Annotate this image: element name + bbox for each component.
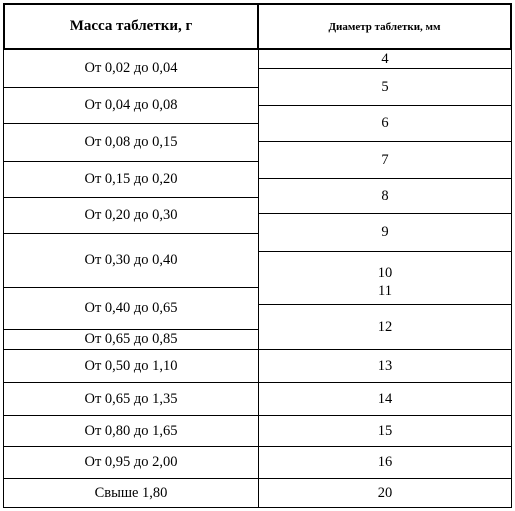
diameter-cell: 16 [377,454,393,470]
header-mass: Масса таблетки, г [69,18,193,34]
mass-cell: От 0,20 до 0,30 [84,207,178,223]
mass-cell: От 0,04 до 0,08 [84,97,178,113]
mass-cell: От 0,65 до 0,85 [84,331,178,347]
mass-cell: От 0,50 до 1,10 [84,357,178,374]
mass-cell: От 0,15 до 0,20 [84,171,178,187]
diameter-cell: 9 [381,224,389,240]
diameter-cell: 8 [381,187,389,204]
diameter-cell: 12 [377,318,393,335]
diameter-cell: 4 [381,50,389,67]
diameter-cell: 11 [378,282,392,299]
diameter-cell: 6 [381,115,389,131]
mass-cell: От 0,02 до 0,04 [84,60,178,76]
header-diameter: Диаметр таблетки, мм [328,20,441,33]
diameter-cell: 13 [377,357,393,374]
mass-cell: От 0,08 до 0,15 [84,134,178,150]
mass-cell: От 0,30 до 0,40 [84,252,178,268]
diameter-cell: 14 [377,390,393,407]
mass-cell: От 0,95 до 2,00 [84,454,178,470]
right-row-rule [258,251,512,252]
diameter-cell: 15 [377,422,393,439]
diameter-cell: 5 [381,78,389,95]
mass-cell: От 0,40 до 0,65 [84,300,178,316]
diameter-cell: 7 [381,151,389,168]
mass-cell: От 0,65 до 1,35 [84,390,178,407]
diameter-cell: 10 [377,264,393,281]
mass-cell: Свыше 1,80 [94,485,168,501]
tablet-size-table [3,3,512,508]
diameter-cell: 20 [377,485,393,501]
mass-cell: От 0,80 до 1,65 [84,422,178,439]
